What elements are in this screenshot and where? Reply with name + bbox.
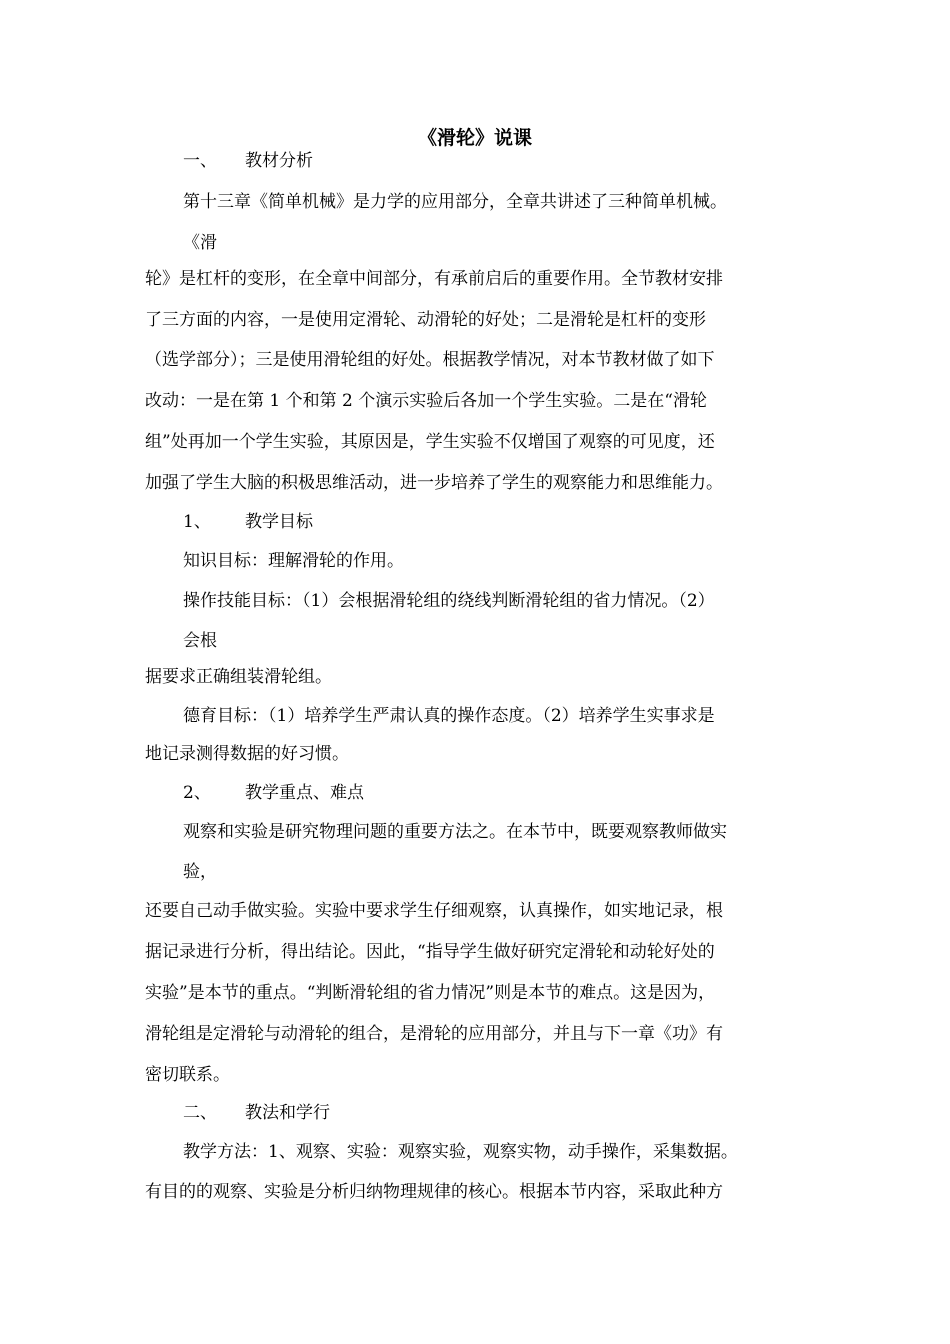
paragraph-line: 地记录测得数据的好习惯。: [145, 744, 349, 764]
section-heading: [183, 508, 313, 536]
section-title: 教学重点、难点: [245, 783, 364, 803]
paragraph-line: 第十三章《简单机械》是力学的应用部分，全章共讲述了三种简单机械。: [183, 192, 727, 212]
section-heading: [183, 779, 364, 807]
paragraph-line: 轮》是杠杆的变形，在全章中间部分，有承前启后的重要作用。全节教材安排: [145, 269, 723, 289]
document-title: 《滑轮》说课: [417, 127, 532, 149]
paragraph-line: 验，: [183, 862, 217, 882]
section-number: 一、: [183, 151, 217, 171]
paragraph-line: 还要自己动手做实验。实验中要求学生仔细观察，认真操作，如实地记录，根: [145, 901, 723, 921]
paragraph-line: 滑轮组是定滑轮与动滑轮的组合，是滑轮的应用部分，并且与下一章《功》有: [145, 1024, 723, 1044]
paragraph-line: 《滑: [183, 233, 217, 253]
paragraph-line: 加强了学生大脑的积极思维活动，进一步培养了学生的观察能力和思维能力。: [145, 473, 723, 493]
paragraph-line: 据要求正确组装滑轮组。: [145, 667, 332, 687]
paragraph-line: 密切联系。: [145, 1065, 230, 1085]
section-title: 教学目标: [245, 512, 313, 532]
paragraph-line: 操作技能目标：（1）会根据滑轮组的绕线判断滑轮组的省力情况。（2）: [183, 591, 715, 611]
section-heading: [183, 147, 313, 175]
section-number: 二、: [183, 1103, 217, 1123]
paragraph-line: 据记录进行分析，得出结论。因此，“指导学生做好研究定滑轮和动轮好处的: [145, 942, 715, 962]
paragraph-line: 改动：一是在第 1 个和第 2 个演示实验后各加一个学生实验。二是在“滑轮: [145, 391, 707, 411]
paragraph-line: 观察和实验是研究物理问题的重要方法之。在本节中，既要观察教师做实: [183, 822, 727, 842]
paragraph-line: 实验”是本节的重点。“判断滑轮组的省力情况”则是本节的难点。这是因为，: [145, 983, 716, 1003]
paragraph-line: 会根: [183, 631, 217, 651]
paragraph-line: 组”处再加一个学生实验，其原因是，学生实验不仅增国了观察的可见度，还: [145, 432, 715, 452]
section-heading: [183, 1099, 330, 1127]
paragraph-line: （选学部分）；三是使用滑轮组的好处。根据教学情况，对本节教材做了如下: [145, 350, 715, 370]
paragraph-line: 知识目标：理解滑轮的作用。: [183, 551, 404, 571]
paragraph-line: 了三方面的内容，一是使用定滑轮、动滑轮的好处；二是滑轮是杠杆的变形: [145, 310, 706, 330]
section-number: 1、: [183, 512, 211, 532]
section-title: 教材分析: [245, 151, 313, 171]
paragraph-line: 德育目标：（1）培养学生严肃认真的操作态度。（2）培养学生实事求是: [183, 706, 715, 726]
paragraph-line: 教学方法：1、观察、实验：观察实验，观察实物，动手操作，采集数据。: [183, 1142, 738, 1162]
section-number: 2、: [183, 783, 211, 803]
section-title: 教法和学行: [245, 1103, 330, 1123]
paragraph-line: 有目的的观察、实验是分析归纳物理规律的核心。根据本节内容，采取此种方: [145, 1182, 723, 1202]
